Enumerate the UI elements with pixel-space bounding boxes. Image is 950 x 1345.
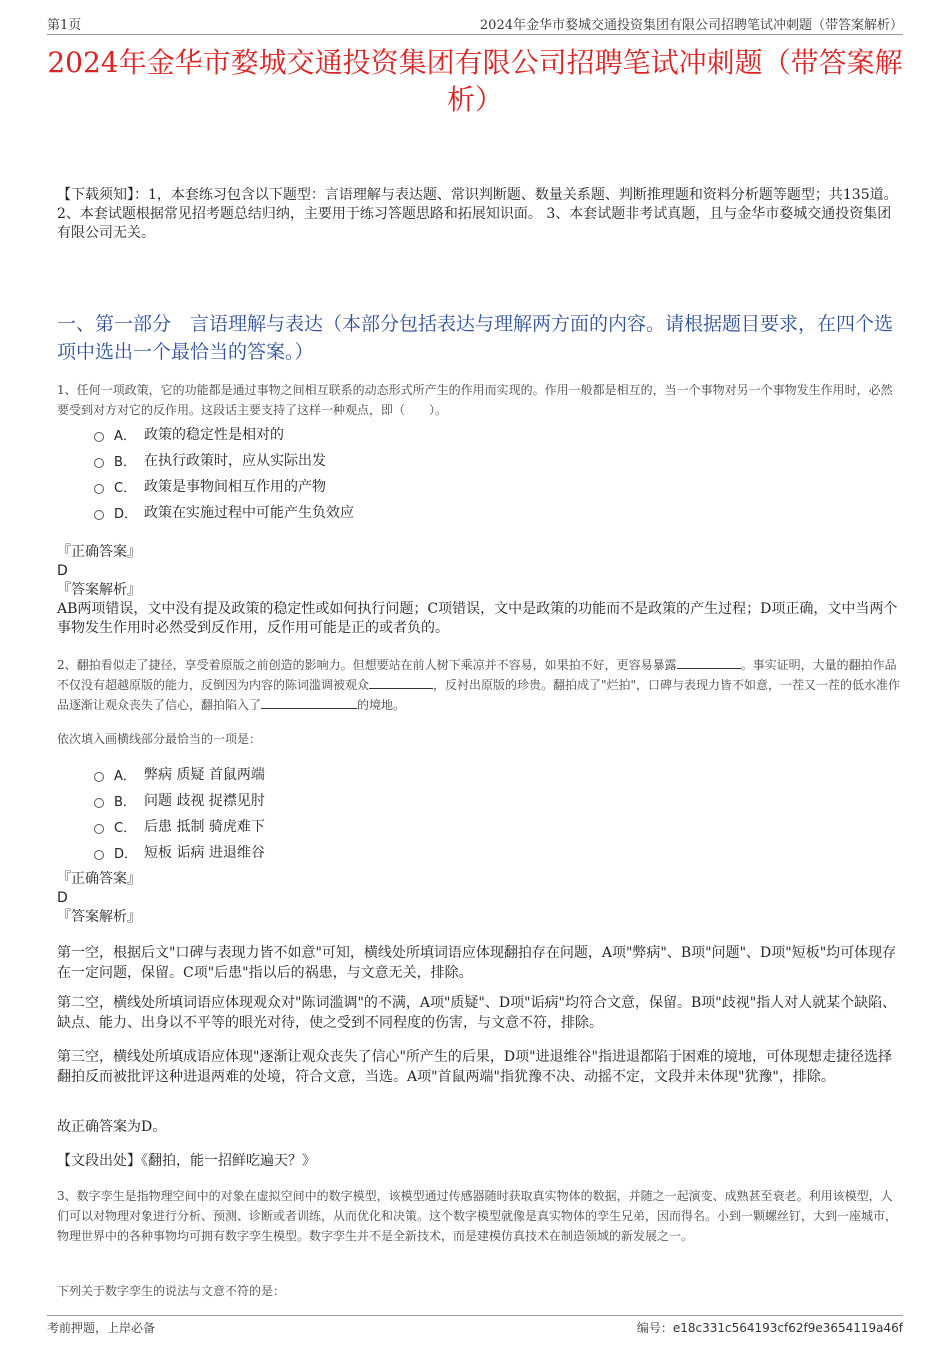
- radio-icon[interactable]: [94, 484, 104, 494]
- q1-analysis: AB两项错误，文中没有提及政策的稳定性或如何执行问题；C项错误，文中是政策的功能而不是政策的产生过程；D项正确，文中当两个事物发生作用时必然受到反作用，反作用可能是正的或者负的。: [57, 601, 898, 636]
- footer-slogan: 考前押题，上岸必备: [47, 1321, 156, 1335]
- q2-answer-block: [57, 870, 903, 927]
- question-2-prompt: 依次填入画横线部分最恰当的一项是：: [57, 732, 262, 746]
- q2-analysis-para-1: 第一空，根据后文"口碑与表现力皆不如意"可知，横线处所填词语应体现翻拍存在问题，A项"弊病"、B项"问题"、D项"短板"均可体现存在一定问题，保留。C项"后患"指以后的祸患，与文意无关，排除。: [57, 945, 897, 981]
- q2-option-d[interactable]: D． 短板 诟病 进退维谷: [94, 839, 265, 865]
- q2-source: 【文段出处】《翻拍，能一招鲜吃遍天？》: [57, 1153, 316, 1169]
- page-header: [47, 14, 903, 35]
- question-2-options: [94, 761, 265, 865]
- q2-analysis-label: 『答案解析』: [57, 909, 141, 925]
- q2-analysis-para-2: 第二空，横线处所填词语应体现观众对"陈词滥调"的不满，A项"质疑"、D项"诟病"均符合文意，保留。B项"歧视"指人对人就某个缺陷、缺点、能力、出身以不平等的眼光对待，使之受到不同程度的伤害，与文意不符，排除。: [57, 995, 897, 1031]
- q2-option-b[interactable]: B． 问题 歧视 捉襟见肘: [94, 787, 265, 813]
- q2-option-c[interactable]: C． 后患 抵制 骑虎难下: [94, 813, 265, 839]
- header-doc-title: 2024年金华市婺城交通投资集团有限公司招聘笔试冲刺题（带答案解析）: [479, 18, 903, 33]
- question-3-text: 3、数字孪生是指物理空间中的对象在虚拟空间中的数字模型，该模型通过传感器随时获取真实物体的数据，并随之一起演变、成熟甚至衰老。利用该模型，人们可以对物理对象进行分析、预测、诊断或者训练，从而优化和决策。这个数字模型就像是真实物体的孪生兄弟，因而得名。小到一颗螺丝钉，大到一座城市，物理世界中的各种事物均可拥有数字孪生模型。数字孪生并不是全新技术，而是建模仿真技术在制造领域的新发展之一。: [57, 1189, 898, 1243]
- page-footer: [47, 1315, 903, 1338]
- q1-analysis-label: 『答案解析』: [57, 582, 141, 598]
- fill-blank-3[interactable]: [261, 696, 357, 709]
- section-heading: 一、第一部分 言语理解与表达（本部分包括表达与理解两方面的内容。请根据题目要求，在四个选项中选出一个最恰当的答案。）: [57, 313, 894, 363]
- q1-option-b[interactable]: B． 在执行政策时，应从实际出发: [94, 447, 354, 473]
- fill-blank-1[interactable]: [677, 656, 741, 669]
- page-number: 第1页: [47, 18, 82, 33]
- q2-conclusion: 故正确答案为D。: [57, 1119, 167, 1135]
- download-notice: 【下载须知】：1，本套练习包含以下题型：言语理解与表达题、常识判断题、数量关系题、判断推理题和资料分析题等题型；共135道。 2、本套试题根据常见招考题总结归纳，主要用于练习答题思路和拓展知识面。 3、本套试题非考试真题，且与金华市婺城交通投资集团有限公司无关。: [57, 187, 898, 241]
- q2-answer: D: [57, 890, 68, 906]
- radio-icon[interactable]: [94, 772, 104, 782]
- question-1-text: 1、任何一项政策，它的功能都是通过事物之间相互联系的动态形式所产生的作用而实现的。作用一般都是相互的，当一个事物对另一个事物发生作用时，必然要受到对方对它的反作用。这段话主要支持了这样一种观点，即（ ）。: [57, 383, 893, 417]
- question-3-prompt: 下列关于数字孪生的说法与文意不符的是：: [57, 1284, 286, 1298]
- q2-analysis-para-3: 第三空，横线处所填成语应体现"逐渐让观众丧失了信心"所产生的后果，D项"进退维谷"指进退都陷于困难的境地，可体现想走捷径选择翻拍反而被批评这种进退两难的处境，符合文意，当选。A项"首鼠两端"指犹豫不决、动摇不定，文段并未体现"犹豫"，排除。: [57, 1049, 892, 1085]
- radio-icon[interactable]: [94, 432, 104, 442]
- footer-code: 编号：e18c331c564193cf62f9e3654119a46f: [636, 1321, 903, 1335]
- radio-icon[interactable]: [94, 850, 104, 860]
- radio-icon[interactable]: [94, 510, 104, 520]
- q1-answer-block: [57, 543, 903, 638]
- q1-option-c[interactable]: C． 政策是事物间相互作用的产物: [94, 473, 354, 499]
- radio-icon[interactable]: [94, 798, 104, 808]
- radio-icon[interactable]: [94, 458, 104, 468]
- radio-icon[interactable]: [94, 824, 104, 834]
- q1-option-d[interactable]: D． 政策在实施过程中可能产生负效应: [94, 499, 354, 525]
- fill-blank-2[interactable]: [369, 676, 433, 689]
- q2-answer-label: 『正确答案』: [57, 871, 141, 887]
- q2-option-a[interactable]: A． 弊病 质疑 首鼠两端: [94, 761, 265, 787]
- page-title: 2024年金华市婺城交通投资集团有限公司招聘笔试冲刺题（带答案解析）: [47, 46, 903, 116]
- q1-option-a[interactable]: A． 政策的稳定性是相对的: [94, 421, 354, 447]
- question-1-options: [94, 421, 354, 525]
- q1-answer: D: [57, 563, 68, 579]
- q1-answer-label: 『正确答案』: [57, 544, 141, 560]
- question-2-text: 2、翻拍看似走了捷径，享受着原版之前创造的影响力。但想要站在前人树下乘凉并不容易，如果拍不好，更容易暴露 。事实证明，大量的翻拍作品不仅没有超越原版的能力，反倒因为内容的陈词滥调被观众 ，反衬出原版的珍贵。翻拍成了"烂拍"，口碑与表现力皆不如意，一茬又一茬的低水准作品逐渐让观众丧失了信心，翻拍陷入了 的境地。: [57, 658, 901, 712]
